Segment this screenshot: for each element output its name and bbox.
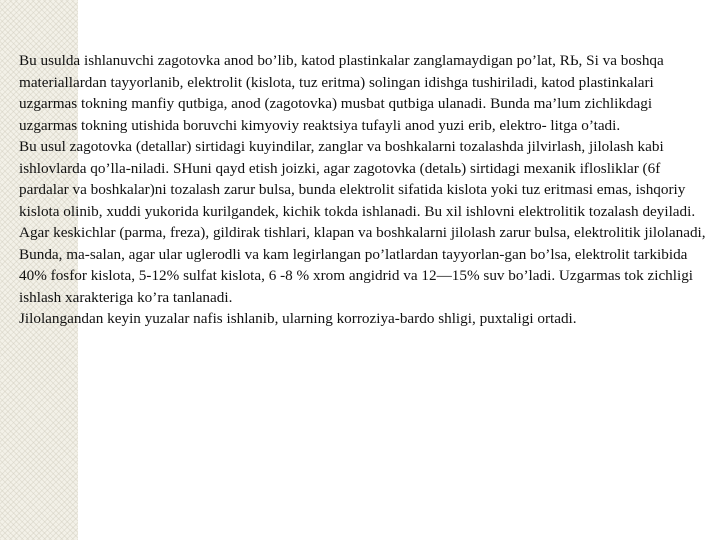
paragraph: Bu usul zagotovka (detallar) sirtidagi kuyindilar, zanglar va boshkalarni tozalashda jilvirlash, jilolash kabi ishlovlarda qo’lla-niladi. SHuni qayd etish joizki, agar zagotovka (detalь) sirtidagi mexanik iflosliklar (6f pardalar va boshkalar)ni tozalash zarur bulsa, bunda elektrolit sifatida kislota yoki tuz eritmasi emas, ishqoriy kislota olinib, xuddi yukorida kurilgandek, kichik tokda ishlanadi. Bu xil ishlovni elektrolitik tozalash deyiladi. [19,138,696,220]
paragraph: Jilolangandan keyin yuzalar nafis ishlanib, ularning korroziya-bardo shligi, puxtaligi ortadi. [19,310,577,327]
paragraph: Agar keskichlar (parma, freza), gildirak tishlari, klapan va boshkalarni jilolash zarur bulsa, elektrolitik jilolanadi, Bunda, ma-salan, agar ular uglerodli va kam legirlangan po’latlardan tayyorlan-gan bo’lsa, elektrolit tarkibida 40% fosfor kislota, 5-12% sulfat kislota, 6 -8 % xrom angidrid va 12—15% suv bo’ladi. Uzgarmas tok zichligi ishlash xarakteriga ko’ra tanlanadi. [19,224,706,306]
document-text [19,50,709,330]
paragraph: Bu usulda ishlanuvchi zagotovka anod bo’lib, katod plastinkalar zanglamaydigan po’lat, RЬ, Si va boshqa materiallardan tayyorlanib, elektrolit (kislota, tuz eritma) solingan idishga tushiriladi, katod plastinkalari uzgarmas tokning manfiy qutbiga, anod (zagotovka) musbat qutbiga ulanadi. Bunda ma’lum zichlikdagi uzgarmas tokning utishida boruvchi kimyoviy reaktsiya tufayli anod yuzi erib, elektro- litga o’tadi. [19,52,664,134]
